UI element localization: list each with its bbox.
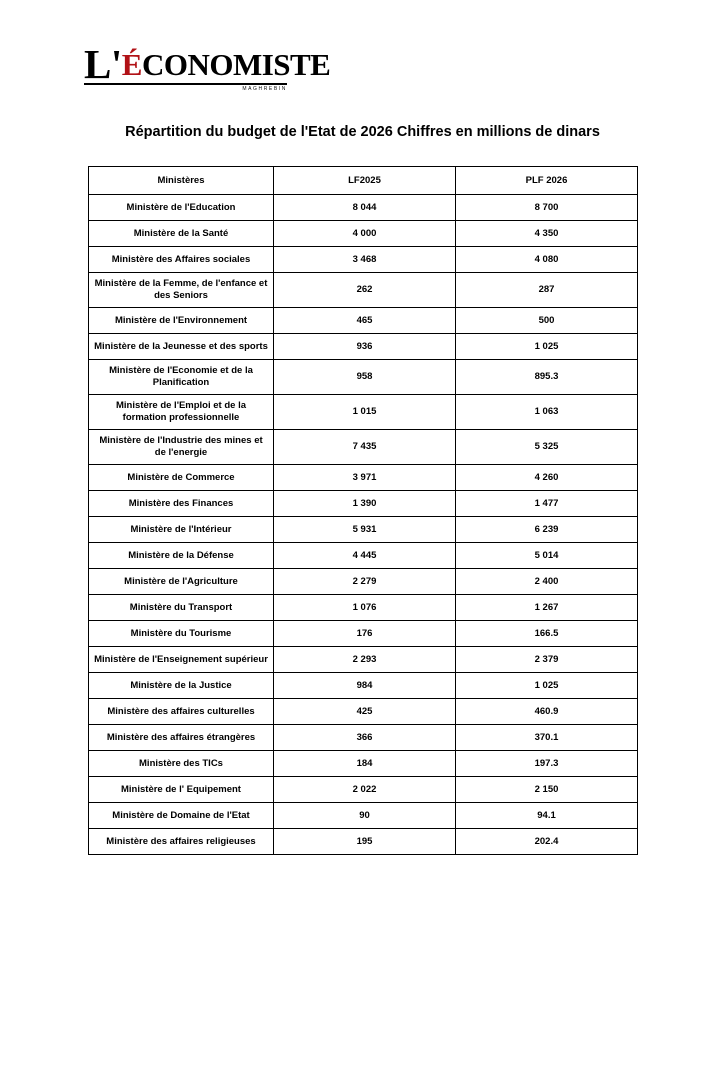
cell-ministry: Ministère de l' Equipement	[89, 777, 274, 803]
table-row	[89, 308, 638, 334]
table-header-row	[89, 167, 638, 195]
cell-lf2025: 7 435	[274, 430, 456, 465]
cell-plf2026: 1 063	[456, 395, 638, 430]
table-row	[89, 569, 638, 595]
cell-plf2026: 370.1	[456, 725, 638, 751]
cell-lf2025: 3 468	[274, 247, 456, 273]
table-row	[89, 803, 638, 829]
cell-plf2026: 460.9	[456, 699, 638, 725]
table-row	[89, 395, 638, 430]
table-row	[89, 273, 638, 308]
cell-ministry: Ministère de la Défense	[89, 543, 274, 569]
cell-ministry: Ministère de la Jeunesse et des sports	[89, 334, 274, 360]
table-row	[89, 465, 638, 491]
cell-plf2026: 2 150	[456, 777, 638, 803]
cell-plf2026: 1 025	[456, 673, 638, 699]
cell-ministry: Ministère de la Justice	[89, 673, 274, 699]
table-row	[89, 725, 638, 751]
cell-plf2026: 94.1	[456, 803, 638, 829]
page-title: Répartition du budget de l'Etat de 2026 Chiffres en millions de dinars	[125, 124, 600, 140]
cell-plf2026: 4 080	[456, 247, 638, 273]
cell-lf2025: 2 279	[274, 569, 456, 595]
cell-plf2026: 1 477	[456, 491, 638, 517]
cell-plf2026: 166.5	[456, 621, 638, 647]
cell-lf2025: 2 293	[274, 647, 456, 673]
cell-lf2025: 184	[274, 751, 456, 777]
cell-plf2026: 6 239	[456, 517, 638, 543]
cell-ministry: Ministère de l'Emploi et de la formation professionnelle	[89, 395, 274, 430]
masthead-logo	[84, 41, 331, 92]
cell-plf2026: 2 379	[456, 647, 638, 673]
masthead-wordmark	[84, 41, 331, 87]
cell-ministry: Ministère de Domaine de l'Etat	[89, 803, 274, 829]
masthead-rest: CONOMISTE	[141, 47, 331, 82]
cell-lf2025: 3 971	[274, 465, 456, 491]
cell-lf2025: 958	[274, 360, 456, 395]
cell-ministry: Ministère de l'Environnement	[89, 308, 274, 334]
cell-ministry: Ministère des affaires religieuses	[89, 829, 274, 855]
table-row	[89, 221, 638, 247]
cell-lf2025: 984	[274, 673, 456, 699]
cell-ministry: Ministère des TICs	[89, 751, 274, 777]
table-row	[89, 543, 638, 569]
cell-plf2026: 202.4	[456, 829, 638, 855]
table-row	[89, 647, 638, 673]
table-row	[89, 247, 638, 273]
cell-ministry: Ministère de la Santé	[89, 221, 274, 247]
cell-lf2025: 1 076	[274, 595, 456, 621]
cell-lf2025: 262	[274, 273, 456, 308]
cell-lf2025: 195	[274, 829, 456, 855]
cell-plf2026: 1 025	[456, 334, 638, 360]
cell-plf2026: 4 350	[456, 221, 638, 247]
cell-lf2025: 4 000	[274, 221, 456, 247]
cell-plf2026: 2 400	[456, 569, 638, 595]
cell-plf2026: 5 325	[456, 430, 638, 465]
cell-plf2026: 500	[456, 308, 638, 334]
table-row	[89, 360, 638, 395]
cell-lf2025: 90	[274, 803, 456, 829]
column-header-lf2025: LF2025	[274, 167, 456, 195]
cell-ministry: Ministère de l'Agriculture	[89, 569, 274, 595]
cell-lf2025: 2 022	[274, 777, 456, 803]
cell-plf2026: 1 267	[456, 595, 638, 621]
table-row	[89, 777, 638, 803]
cell-plf2026: 197.3	[456, 751, 638, 777]
cell-ministry: Ministère de Commerce	[89, 465, 274, 491]
table-row	[89, 621, 638, 647]
table-row	[89, 491, 638, 517]
cell-ministry: Ministère des Affaires sociales	[89, 247, 274, 273]
cell-ministry: Ministère de la Femme, de l'enfance et des Seniors	[89, 273, 274, 308]
cell-ministry: Ministère de l'Education	[89, 195, 274, 221]
cell-lf2025: 1 390	[274, 491, 456, 517]
cell-ministry: Ministère des Finances	[89, 491, 274, 517]
cell-lf2025: 176	[274, 621, 456, 647]
cell-plf2026: 5 014	[456, 543, 638, 569]
table-row	[89, 595, 638, 621]
document-page	[0, 41, 725, 1068]
cell-ministry: Ministère de l'Economie et de la Planification	[89, 360, 274, 395]
budget-table	[88, 166, 638, 855]
cell-ministry: Ministère de l'Intérieur	[89, 517, 274, 543]
cell-lf2025: 425	[274, 699, 456, 725]
cell-ministry: Ministère des affaires étrangères	[89, 725, 274, 751]
cell-ministry: Ministère des affaires culturelles	[89, 699, 274, 725]
cell-ministry: Ministère de l'Industrie des mines et de l'energie	[89, 430, 274, 465]
cell-lf2025: 366	[274, 725, 456, 751]
table-row	[89, 829, 638, 855]
cell-plf2026: 4 260	[456, 465, 638, 491]
table-row	[89, 430, 638, 465]
table-row	[89, 751, 638, 777]
table-row	[89, 673, 638, 699]
masthead-tagline: MAGHREBIN	[242, 86, 287, 92]
column-header-ministry: Ministères	[89, 167, 274, 195]
cell-lf2025: 4 445	[274, 543, 456, 569]
cell-lf2025: 465	[274, 308, 456, 334]
cell-ministry: Ministère du Transport	[89, 595, 274, 621]
budget-table-body	[89, 195, 638, 855]
cell-lf2025: 936	[274, 334, 456, 360]
table-row	[89, 195, 638, 221]
cell-plf2026: 8 700	[456, 195, 638, 221]
masthead-drop-cap: L'	[84, 41, 122, 87]
table-row	[89, 334, 638, 360]
budget-table-container	[88, 166, 637, 855]
cell-lf2025: 1 015	[274, 395, 456, 430]
cell-plf2026: 895.3	[456, 360, 638, 395]
cell-plf2026: 287	[456, 273, 638, 308]
cell-lf2025: 5 931	[274, 517, 456, 543]
cell-ministry: Ministère du Tourisme	[89, 621, 274, 647]
masthead-accent-letter: É	[121, 47, 142, 82]
cell-lf2025: 8 044	[274, 195, 456, 221]
cell-ministry: Ministère de l'Enseignement supérieur	[89, 647, 274, 673]
table-row	[89, 699, 638, 725]
table-row	[89, 517, 638, 543]
column-header-plf2026: PLF 2026	[456, 167, 638, 195]
